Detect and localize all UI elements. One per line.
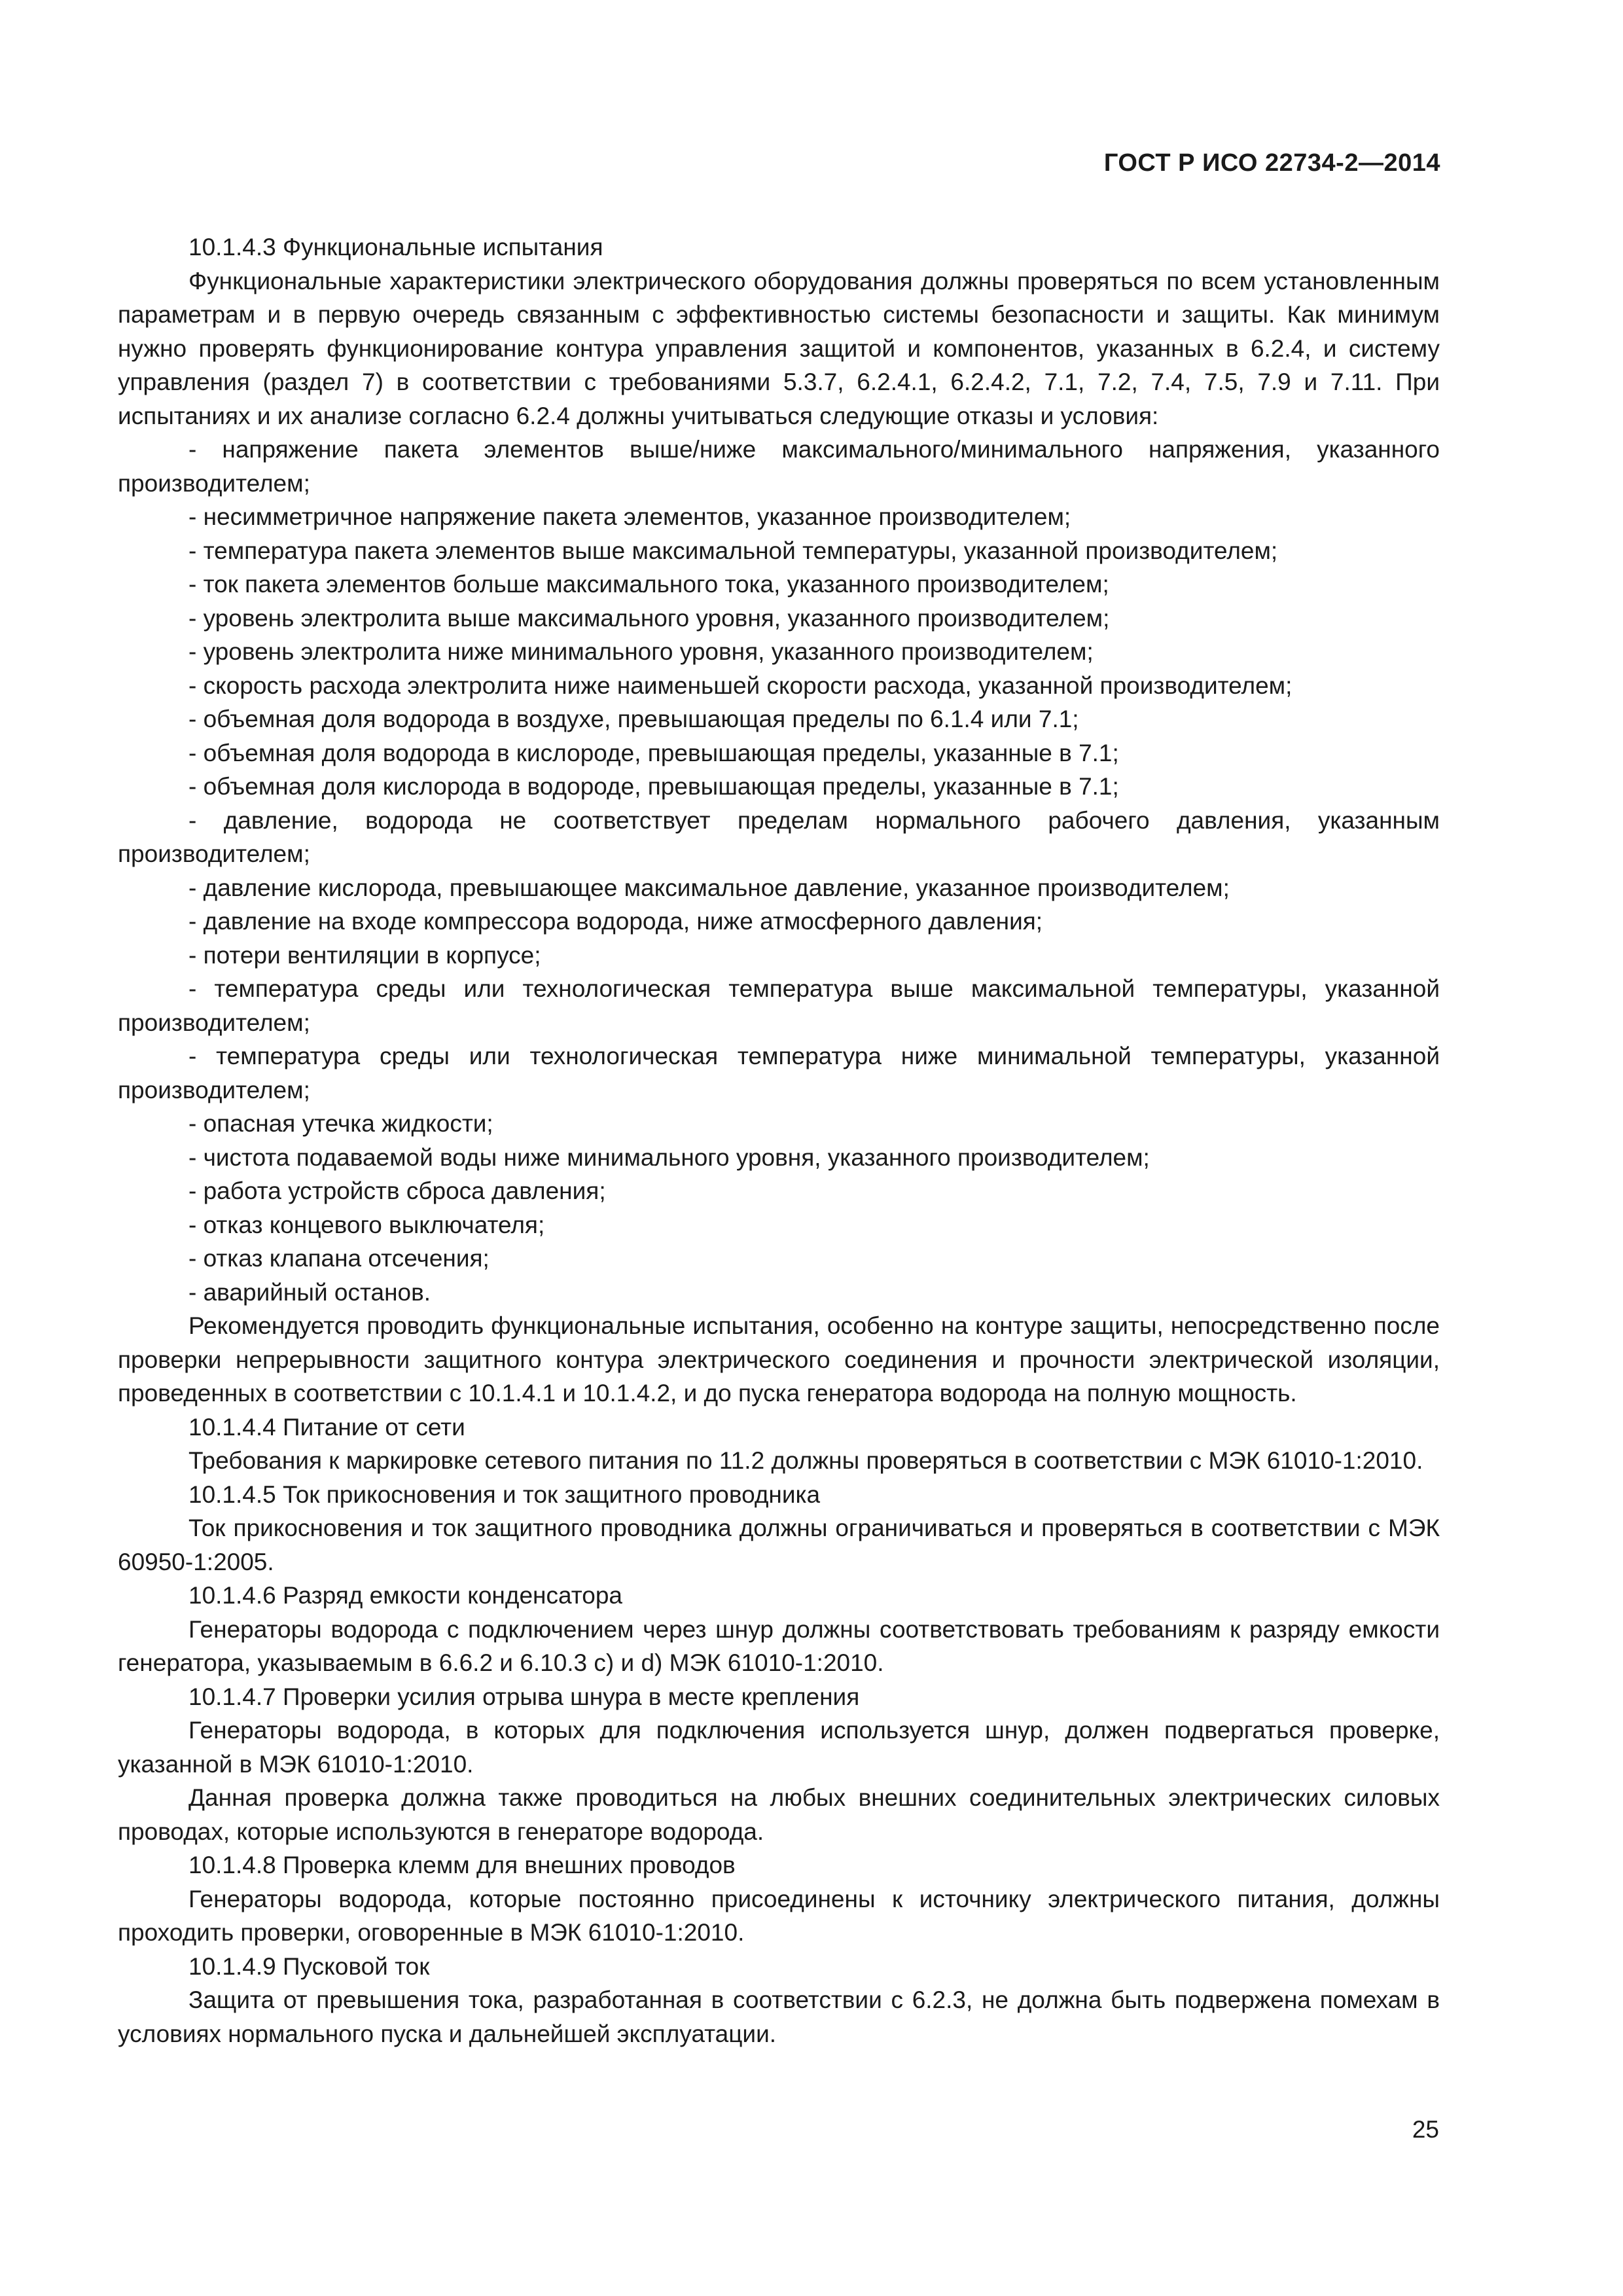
list-item: - температура среды или технологическая температура ниже минимальной температуры, указанной производителем; — [118, 1043, 1440, 1103]
section-10-1-4-3-recommendation: Рекомендуется проводить функциональные испытания, особенно на контуре защиты, непосредственно после проверки непрерывности защитного контура электрического соединения и прочности электрической изоляции, проведенных в соответствии с 10.1.4.1 и 10.1.4.2, и до пуска генератора водорода на полную мощность. — [118, 1312, 1440, 1407]
document-id-header: ГОСТ Р ИСО 22734-2—2014 — [1103, 149, 1440, 177]
list-item: - температура среды или технологическая температура выше максимальной температуры, указанной производителем; — [118, 975, 1440, 1036]
section-10-1-4-5-title: 10.1.4.5 Ток прикосновения и ток защитного проводника — [188, 1480, 821, 1508]
list-item: - аварийный останов. — [188, 1278, 431, 1306]
list-item: - отказ клапана отсечения; — [188, 1245, 490, 1272]
section-10-1-4-7-text-1: Генераторы водорода, в которых для подключения используется шнур, должен подвергаться проверке, указанной в МЭК 61010-1:2010. — [118, 1717, 1440, 1778]
list-item: - потери вентиляции в корпусе; — [188, 941, 541, 969]
section-10-1-4-7-title: 10.1.4.7 Проверки усилия отрыва шнура в месте крепления — [188, 1683, 860, 1710]
list-item: - чистота подаваемой воды ниже минимального уровня, указанного производителем; — [188, 1143, 1150, 1171]
list-item: - несимметричное напряжение пакета элементов, указанное производителем; — [188, 503, 1071, 530]
section-10-1-4-4-title: 10.1.4.4 Питание от сети — [188, 1413, 465, 1441]
section-10-1-4-9-text: Защита от превышения тока, разработанная в соответствии с 6.2.3, не должна быть подвержена помехам в условиях нормального пуска и дальнейшей эксплуатации. — [118, 1986, 1440, 2047]
page-number: 25 — [1412, 2116, 1439, 2143]
list-item: - уровень электролита выше максимального уровня, указанного производителем; — [188, 604, 1110, 632]
list-item: - работа устройств сброса давления; — [188, 1177, 606, 1204]
list-item: - объемная доля кислорода в водороде, превышающая пределы, указанные в 7.1; — [188, 773, 1119, 800]
list-item: - скорость расхода электролита ниже наименьшей скорости расхода, указанной производителем; — [188, 672, 1293, 699]
section-10-1-4-3-title: 10.1.4.3 Функциональные испытания — [188, 234, 603, 260]
list-item: - давление, водорода не соответствует пределам нормального рабочего давления, указанным производителем; — [118, 806, 1440, 867]
section-10-1-4-6-text: Генераторы водорода с подключением через шнур должны соответствовать требованиям к разряду емкости генератора, указываемым в 6.6.2 и 6.10.3 с) и d) МЭК 61010-1:2010. — [118, 1615, 1440, 1676]
list-item: - уровень электролита ниже минимального уровня, указанного производителем; — [188, 638, 1094, 665]
section-10-1-4-8-text: Генераторы водорода, которые постоянно присоединены к источнику электрического питания, должны проходить проверки, оговоренные в МЭК 61010-1:2010. — [118, 1885, 1440, 1946]
list-item: - давление кислорода, превышающее максимальное давление, указанное производителем; — [188, 874, 1230, 901]
list-item: - объемная доля водорода в кислороде, превышающая пределы, указанные в 7.1; — [188, 739, 1119, 766]
list-item: - опасная утечка жидкости; — [188, 1110, 493, 1137]
section-10-1-4-4-text: Требования к маркировке сетевого питания по 11.2 должны проверяться в соответствии с МЭК 61010-1:2010. — [188, 1447, 1423, 1474]
list-item: - объемная доля водорода в воздухе, превышающая пределы по 6.1.4 или 7.1; — [188, 706, 1079, 732]
section-10-1-4-3-intro: Функциональные характеристики электрического оборудования должны проверяться по всем установленным параметрам и в первую очередь связанным с эффективностью системы безопасности и защиты. Как минимум нужно проверять функционирование контура управления защитой и компонентов, указанных в 6.2.4, и систему управления (раздел 7) в соответствии с требованиями 5.3.7, 6.2.4.1, 6.2.4.2, 7.1, 7.2, 7.4, 7.5, 7.9 и 7.11. При испытаниях и их анализе согласно 6.2.4 должны учитываться следующие отказы и условия: — [118, 267, 1440, 429]
section-10-1-4-9-title: 10.1.4.9 Пусковой ток — [188, 1952, 430, 1980]
list-item: - ток пакета элементов больше максимального тока, указанного производителем; — [188, 571, 1109, 598]
list-item: - отказ концевого выключателя; — [188, 1211, 545, 1238]
section-10-1-4-8-title: 10.1.4.8 Проверка клемм для внешних проводов — [188, 1852, 736, 1878]
section-10-1-4-6-title: 10.1.4.6 Разряд емкости конденсатора — [188, 1582, 622, 1609]
list-item: - давление на входе компрессора водорода, ниже атмосферного давления; — [188, 908, 1043, 935]
list-item: - температура пакета элементов выше максимальной температуры, указанной производителем; — [188, 537, 1278, 564]
section-10-1-4-5-text: Ток прикосновения и ток защитного проводника должны ограничиваться и проверяться в соответствии с МЭК 60950-1:2005. — [118, 1515, 1440, 1575]
list-item: - напряжение пакета элементов выше/ниже максимального/минимального напряжения, указанного производителем; — [118, 436, 1440, 497]
section-10-1-4-7-text-2: Данная проверка должна также проводиться на любых внешних соединительных электрических силовых проводах, которые используются в генераторе водорода. — [118, 1784, 1440, 1845]
page-body — [118, 230, 1440, 2051]
conditions-list — [118, 433, 1440, 1309]
